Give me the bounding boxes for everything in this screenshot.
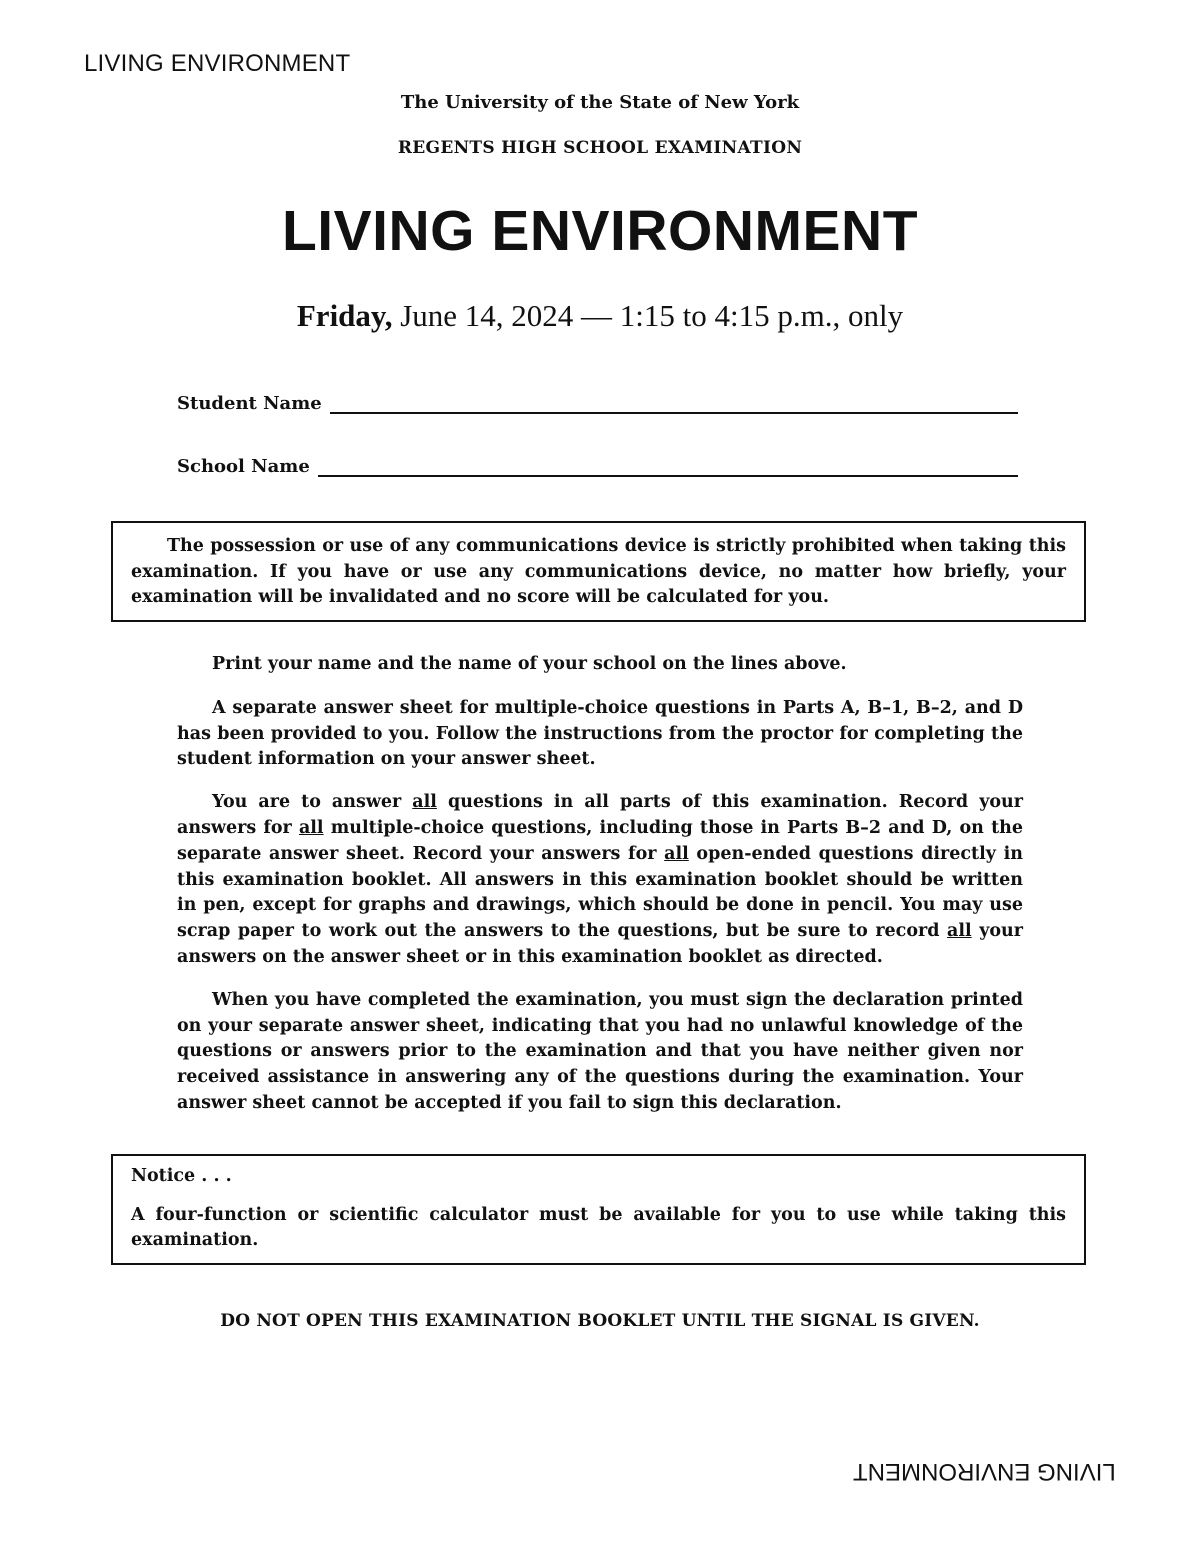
university-name: The University of the State of New York (400, 92, 800, 113)
do-not-open-notice: DO NOT OPEN THIS EXAMINATION BOOKLET UNTIL THE SIGNAL IS GIVEN. (220, 1311, 980, 1331)
instruction-answer-all (177, 790, 1023, 971)
instruction-answer-sheet: A separate answer sheet for multiple-choice questions in Parts A, B–1, B–2, and D has been provided to you. Follow the instructions from the proctor for completing the student information on your answer sheet. (177, 697, 1023, 770)
instruction-text: open-ended questions directly in this examination booklet. All answers in this examination booklet should be written in pen, except for graphs and drawings, which should be done in pencil. You may use scrap paper to work out the answers to the questions, but be sure to record (177, 843, 1023, 942)
instruction-print-name: Print your name and the name of your school on the lines above. (212, 654, 847, 674)
communications-device-warning: The possession or use of any communications device is strictly prohibited when taking this examination. If you have or use any communications device, no matter how briefly, your examination will be invalidated and no score will be calculated for you. (111, 521, 1086, 622)
school-name-field (177, 455, 1018, 477)
instruction-text: You are to answer (212, 792, 413, 813)
school-name-label: School Name (177, 456, 310, 477)
school-name-line[interactable] (318, 455, 1018, 477)
underlined-all: all (298, 817, 324, 838)
student-name-field (177, 392, 1018, 414)
exam-type: REGENTS HIGH SCHOOL EXAMINATION (397, 138, 803, 158)
underlined-all: all (664, 843, 689, 864)
notice-text: A four-function or scientific calculator must be available for you to use while taking this examination. (131, 1204, 1066, 1250)
underlined-all: all (412, 792, 437, 813)
instruction-text: questions in all parts of this examination. Record your answers for (177, 792, 1023, 838)
exam-date (0, 298, 1200, 334)
calculator-notice (111, 1154, 1086, 1265)
student-name-line[interactable] (330, 392, 1018, 414)
exam-date-day: Friday, (296, 298, 393, 333)
exam-date-time: June 14, 2024 — 1:15 to 4:15 p.m., only (392, 298, 904, 333)
notice-heading: Notice . . . (131, 1166, 232, 1186)
corner-label-top: LIVING ENVIRONMENT (84, 50, 351, 77)
instructions (177, 652, 1023, 1134)
underlined-all: all (947, 921, 972, 942)
exam-title: LIVING ENVIRONMENT (281, 199, 919, 263)
instruction-declaration: When you have completed the examination, you must sign the declaration printed on your separate answer sheet, indicating that you had no unlawful knowledge of the questions or answers prior to the examination and that you have neither given nor received assistance in answering any of the questions during the examination. Your answer sheet cannot be accepted if you fail to sign this declaration. (177, 989, 1023, 1113)
corner-label-bottom-inverted: LIVING ENVIRONMENT (853, 1458, 1116, 1485)
instruction-text: your answers on the answer sheet or in this examination booklet as directed. (177, 921, 1023, 967)
instruction-text: multiple-choice questions, including those in Parts B–2 and D, on the separate answer sheet. Record your answers for (177, 817, 1024, 864)
student-name-label: Student Name (177, 393, 322, 414)
